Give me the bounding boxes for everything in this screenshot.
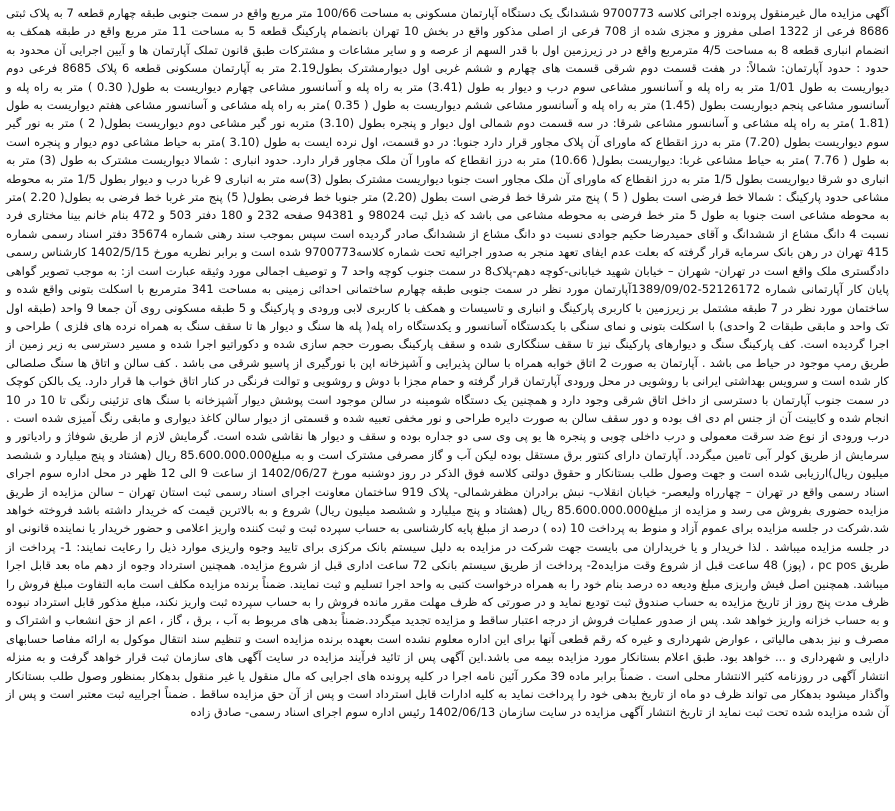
auction-notice-text: آگهی مزایده مال غیرمنقول پرونده اجرائی کلاسه 9700773 ششدانگ یک دستگاه آپارتمان مسکونی به مساحت 100/66 متر مربع واقع در سمت جنوبی طبقه چهارم قطعه 7 به پلاک ثبتی 8686 فرعی از 1322 اصلی مفروز و مجزی شده از 708 فرعی از اصلی مذکور واقع در بخش 10 تهران بانضمام پارکینگ قطعه 5 به مساحت 11 متر مربع واقع در طبقه همکف به انضمام انباری قطعه 8 به مساحت 4/5 مترمربع واقع در در زیرزمین اول با قدر السهم از عرصه و و سایر مشاعات و مشترکات طبق قانون تملک آپارتمان ها و آیین اجرایی آن محدود به حدود : حدود آپارتمان: شمالاً: در هفت قسمت دوم شرقی قسمت های چهارم و ششم غربی اول دیوارمشترک بطول2.19 متر به آپارتمان مسکونی قطعه 6 پلاک 8685 فرعی دوم دیواریست به طول 1/01 متر به راه پله و آسانسور مشاعی سوم درب و دیوار به طول (3.41) متر به راه پله و آسانسور مشاعی چهارم دیواریست به طول( 0.30 ) متر به راه پله و آسانسور مشاعی پنجم دیواریست بطول (1.45) متر به راه پله و آسانسور مشاعی ششم دیواریست به طول ( 0.35 )متر به راه پله مشاعی و آسانسور مشاعی هفتم دیواریست به طول (1.81 )متر به راه پله مشاعی و آسانسور مشاعی شرقا: در سه قسمت دوم شمالی اول دیوار و پنجره بطول (3.10) متربه نور گیر مشاعی دوم دیواریست بطول( 2 ) متر به نور گیر سوم دیواریست بطول (7.20) متر به درز انقطاع که ماورای آن پلاک مجاور قرار دارد جنوبا: در دو قسمت، اول نرده ایست به طول (3.10 )متر به حیاط مشاعی دوم دیوار و پنجره است به طول ( 7.76 )متر به حیاط مشاعی غربا: دیواریست بطول( 10.66) متر به درز انقطاع که ماورا آن ملک مجاور قرار دارد. حدود انباری : شمالا دیواریست مشترک به طول (3) متر به انباری دو شرقا دیواریست بطول 1/5 متر به درز انقطاع که ماورای آن ملک مجاور است جنوبا دیواریست مشترک بطول (3)سه متر به انباری 9 غربا درب و دیوار بطول 1/5 متر به محوطه مشاعی حدود پارکینگ : شمالا خط فرضی است بطول ( 5 ) پنج متر شرقا خط فرضی است بطول (2.20) متر جنوبا خط فرضی بطول( 5) پنج متر غربا خط فرضی به بطول( 2.20 )متر به محوطه مشاعی است جنوبا به طول 5 متر خط فرضی به محوطه مشاعی می باشد که ذیل ثبت 98024 و 94381 صفحه 232 و 180 دفتر 503 و 472 بنام خانم بینا مختاری فرد نسبت 4 دانگ مشاع از ششدانگ و آقای حمیدرضا حکیم جوادی نسبت دو دانگ مشاع از ششدانگ صادر گردیده است سپس بموجب سند رهنی شماره 35674 دفتر اسناد رسمی شماره 415 تهران در رهن بانک سرمایه قرار گرفته که بعلت عدم ایفای تعهد منجر به صدور اجرائیه تحت شماره کلاسه9700773 شده است و برابر نظریه مورخ 1402/5/15 کارشناس رسمی دادگستری ملک واقع است در تهران- شهران – خیابان شهید خیابانی-کوچه دهم-پلاک8 در سمت جنوب کوچه واحد 7 و توصیف اجمالی مورد وثیقه عبارت است از: به موجب تصویر گواهی پایان کار آپارتمانی شماره 52126172-1389/09/02آپارتمان مورد نظر در سمت جنوبی طبقه چهارم ساختمانی احداثی زمینی به مساحت 341 مترمربع با اسکلت بتونی واقع شده و ساختمان مورد نظر در 7 طبقه مشتمل بر زیرزمین با کاربری پارکینگ و انباری و تاسیسات و همکف با کاربری لابی ورودی و پارکینگ و 5 طبقه مسکونی روی آن جمعا 9 واحد (طبقه اول تک واحد و مابقی طبقات 2 واحدی) با اسکلت بتونی و نمای سنگی با یکدستگاه آسانسور و یکدستگاه راه پله( پله ها سنگ و دیوار ها تا سقف سنگ به همراه نرده های فلزی ) طراحی و اجرا گردیده است. کف پارکینگ سنگ و دیوارهای پارکینگ نیز تا سقف سنگکاری شده و سقف پارکینگ بصورت حجم سازی شده و دکوراتیو اجرا شده و مسیر دسترسی به زیر زمین از طریق رمپ موجود در حیاط می باشد . آپارتمان به صورت 2 اتاق خوابه همراه با سالن پذیرایی و آشپزخانه اپن با نورگیری از پاسیو شرقی می باشد . کف سالن و اتاق ها سنگ صلصالی کار شده است و سرویس بهداشتی ایرانی با روشویی در محل ورودی آپارتمان قرار گرفته و حمام مجزا با دوش و روشویی و توالت فرنگی در کنار اتاق خواب ها قرار دارد. یک بالکن کوچک در سمت جنوب آپارتمان با دسترسی از داخل اتاق شرقی وجود دارد و همچنین یک دستگاه شومینه در سالن موجود است پوشش دیوار آشپزخانه با سنگ های تزئینی رنگی تا 10 در 10 انجام شده و کابینت آن از جنس ام دی اف بوده و دور سقف سالن به صورت دایره طراحی و نور مخفی تعبیه شده و قسمتی از دیوار سالن کاغذ دیواری و مابقی رنگ آمیزی شده است . درب ورودی از نوع ضد سرقت معمولی و درب داخلی چوبی و پنجره ها یو پی وی سی دو جداره بوده و سقف و دیوار ها نقاشی شده است. گرمایش لازم از طریق شوفاژ و رادیاتور و سرمایش از طریق کولر آبی تامین میگردد. آپارتمان دارای کنتور برق مستقل بوده لیکن آب و گاز مصرفی مشترک است و به مبلغ85.600.000.000 ریال (هشتاد و پنج میلیارد و ششصد میلیون ریال)ارزیابی شده است و جهت وصول طلب بستانکار و حقوق دولتی کلاسه فوق الذکر در روز دوشنبه مورخ 1402/06/27 از ساعت 9 الی 12 ظهر در محل اداره سوم اجرای اسناد رسمی واقع در تهران – چهارراه ولیعصر- خیابان انقلاب- نبش برادران مظفرشمالی- پلاک 919 ساختمان معاونت اجرای اسناد رسمی ثبت استان تهران – سالن مزایده از طریق مزایده حضوری بفروش می رسد و مزایده از مبلغ85.600.000.000 ریال (هشتاد و پنج میلیارد و ششصد میلیون ریال) شروع و به بالاترین قیمت که خریدار داشته باشد فروخته خواهد شد.شرکت در جلسه مزایده برای عموم آزاد و منوط به پرداخت 10 (ده ) درصد از مبلغ پایه کارشناسی به حساب سپرده ثبت و ثبت کننده واریز اعلامی و حضور خریدار یا نماینده قانونی او در جلسه مزایده میباشد . لذا خریدار و یا خریداران می بایست جهت شرکت در مزایده به دلیل سیستم بانک مرکزی برای تایید وجوه واریزی موارد ذیل را رعایت نمایند: 1- پرداخت از طریق pc pos ، (پوز) 48 ساعت قبل از شروع وقت مزایده2- پرداخت از طریق سیستم بانکی 72 ساعت اداری قبل از شروع مزایده. همچنین استرداد وجوه از دهم ماه بعد قابل اجرا میباشد. همچنین اصل فیش واریزی مبلغ ودیعه ده درصد بنام خود را به همراه درخواست کتبی به واحد اجرا تسلیم و ثبت نمایند. ضمناً برنده مزایده مکلف است مابه التفاوت مبلغ فروش را ظرف مدت پنج روز از تاریخ مزایده به حساب صندوق ثبت تودیع نماید و در صورتی که ظرف مهلت مقرر مانده فروش را به حساب سپرده ثبت واریز نکند، مبلغ مذکور قابل استرداد نبوده و به حساب خزانه واریز خواهد شد. پس از صدور عملیات فروش از درجه اعتبار ساقط و مزایده تجدید میگردد.ضمناً بدهی های مربوط به آب ، برق ، گاز ، اعم از حق انشعاب و اشتراک و مصرف و نیز بدهی مالیاتی ، عوارض شهرداری و غیره که رقم قطعی آنها برای این اداره معلوم نشده است بعهده برنده مزایده است و تنظیم سند انتقال موکول به ارائه مفاصا حسابهای دارایی و شهرداری و ... خواهد بود. طبق اعلام بستانکار مورد مزایده بیمه می باشد.این آگهی پس از تائید فرآیند مزایده در سایت آگهی های سازمان ثبت قرار خواهد گرفت و به منزله انتشار آگهی در روزنامه کثیر الانتشار محلی است . ضمناً برابر ماده 39 مکرر آئین نامه اجرا در کلیه پرونده های اجرایی که مال منقول یا غیر منقول بدهکار بمنظور وصول طلب بستانکار واگذار میشود بدهکار می تواند ظرف دو ماه از تاریخ بدهی خود را پرداخت نماید به کلیه ادارات قابل استرداد است و پس از آن حق مزایده ساقط . ضمناً اجراییه ثبت معتبر است و پس از آن شده مزایده شده تحت ثبت نماید از تاریخ انتشار آگهی مزایده در سایت سازمان 1402/06/13 رئیس اداره سوم اجرای اسناد رسمی- صادق زاده xyxy=(6,6,890,720)
